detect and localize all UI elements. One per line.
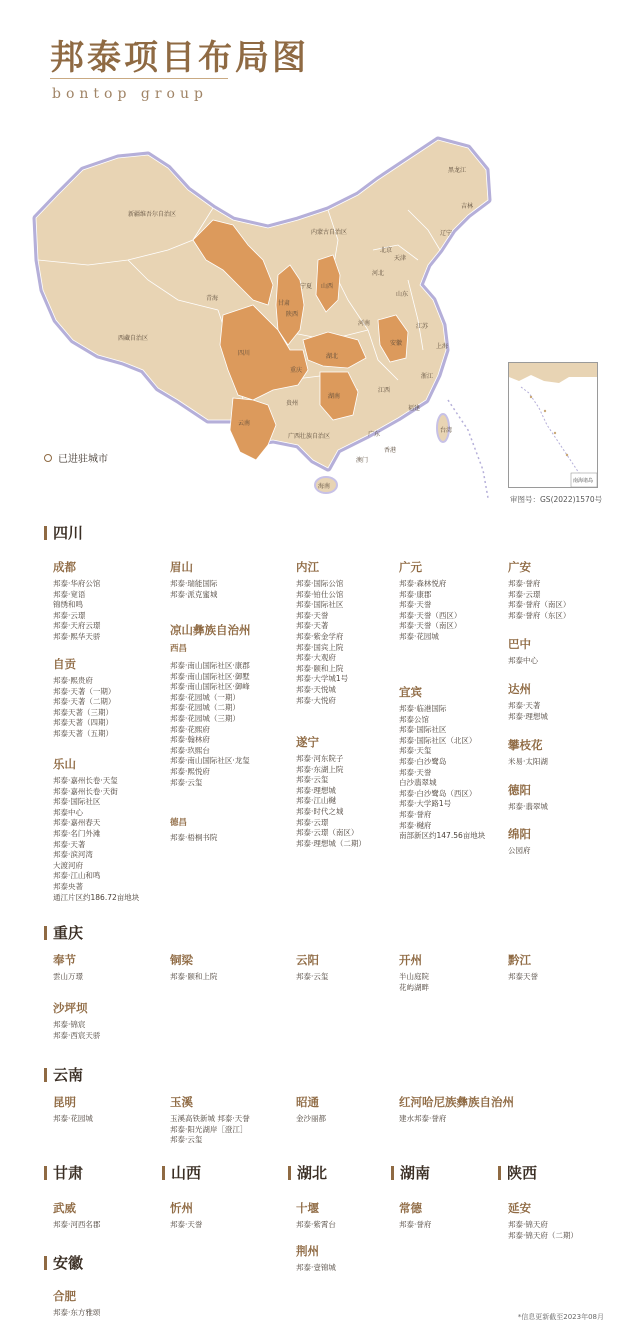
footnote: *信息更新截至2023年08月 — [517, 1313, 604, 1321]
list-item: 邦泰·派克蜜城 — [170, 589, 218, 599]
project-list-meishan — [170, 579, 217, 600]
project-list-leshan — [53, 776, 139, 903]
region-marker — [44, 526, 47, 540]
list-item: 邦泰·紫霄台 — [296, 1220, 336, 1229]
label-xianggang: 香港 — [384, 447, 397, 454]
city-guangyuan: 广元 — [399, 560, 422, 574]
label-yunnan: 云南 — [238, 420, 251, 427]
list-item: 邦泰·理想城 — [296, 785, 336, 795]
region-name: 山西 — [171, 1164, 202, 1182]
list-item: 邦泰天著（三期） — [53, 707, 113, 717]
list-item: 邦泰·南山国际社区·龙玺 — [170, 756, 250, 766]
city-zhaotong: 昭通 — [296, 1095, 319, 1109]
project-list-yanan — [508, 1220, 578, 1241]
list-item: 邦泰·颐和上院 — [296, 663, 344, 673]
list-item: 邦泰·云玺 — [170, 1135, 203, 1145]
label-guangdong: 广东 — [368, 431, 381, 438]
label-shandong: 山东 — [396, 291, 409, 298]
project-list-bazhong — [508, 656, 538, 667]
list-item: 锦绣和鸣 — [53, 600, 83, 610]
list-item: 邦泰·国际社区 — [53, 797, 101, 807]
label-heilongjiang: 黑龙江 — [448, 167, 467, 174]
label-ningxia: 宁夏 — [300, 283, 313, 290]
list-item: 邦泰央著 — [53, 881, 83, 891]
city-liangshan: 凉山彝族自治州 — [170, 623, 251, 637]
list-item: 邦泰·玖熙台 — [170, 745, 210, 755]
list-item: 邦泰·云玺 — [296, 972, 329, 981]
list-item: 邦泰中心 — [508, 656, 538, 665]
city-yanan: 延安 — [508, 1201, 531, 1215]
city-bazhong: 巴中 — [508, 637, 531, 651]
list-item: 邦泰·天玺 — [399, 746, 432, 756]
label-xizang: 西藏自治区 — [118, 335, 149, 342]
list-item: 邦泰·熙贵府 — [53, 676, 93, 685]
list-item: 邦泰·大学城1号 — [296, 674, 349, 684]
project-list-guangan — [508, 579, 570, 621]
label-shaanxi: 陕西 — [286, 311, 299, 318]
list-item: 邦泰·国际社区（北区） — [399, 735, 477, 745]
label-henan: 河南 — [358, 320, 371, 327]
list-item: 邦泰·壹锦城 — [296, 1263, 336, 1272]
project-list-chengdu — [53, 579, 100, 643]
city-hefei: 合肥 — [53, 1289, 76, 1303]
city-wuwei: 武威 — [53, 1201, 76, 1215]
label-guangxi: 广西壮族自治区 — [288, 433, 331, 440]
region-title-hubei — [288, 1162, 327, 1183]
list-item: 邦泰·樾府 — [399, 820, 432, 830]
list-item: 邦泰·誉府 — [508, 579, 541, 588]
list-item: 白沙翡翠城 — [399, 778, 437, 788]
approval-number: 审图号：GS(2022)1570号 — [510, 495, 603, 504]
project-list-qianjiang — [508, 972, 538, 983]
list-item: 邦泰·临港国际 — [399, 704, 447, 713]
title-divider — [50, 78, 228, 79]
list-item: 南部新区约147.56亩地块 — [399, 831, 486, 841]
list-item: 邦泰·大悦府 — [296, 695, 336, 705]
label-hebei: 河北 — [372, 270, 385, 277]
label-anhui: 安徽 — [390, 340, 403, 347]
label-aomen: 澳门 — [356, 457, 369, 464]
region-title-shaanxi — [498, 1162, 537, 1183]
list-item: 邦泰天誉 — [508, 972, 538, 981]
project-list-xinzhou — [170, 1220, 202, 1231]
project-list-hefei — [53, 1308, 100, 1319]
region-marker — [44, 1256, 47, 1270]
city-changde: 常德 — [399, 1201, 422, 1215]
project-list-zigong — [53, 676, 115, 740]
list-item: 邦泰·花园城（一期） — [170, 692, 240, 702]
list-item: 邦泰·天府云璟 — [53, 621, 101, 631]
project-list-fengjie — [53, 972, 83, 983]
list-item: 邦泰·花园城 — [399, 631, 439, 641]
list-item: 邦泰·云玺 — [170, 777, 203, 787]
project-list-yibin — [399, 704, 485, 842]
label-hubei: 湖北 — [326, 353, 339, 360]
label-shanghai: 上海 — [436, 343, 449, 350]
list-item: 邦泰·誉府（南区） — [508, 600, 571, 610]
project-list-neijiang — [296, 579, 348, 706]
label-guizhou: 贵州 — [286, 400, 299, 407]
list-item: 邦泰天著（五期） — [53, 728, 113, 738]
region-marker — [162, 1166, 165, 1180]
list-item: 邦泰·铂仕公馆 — [296, 589, 344, 599]
list-item: 邦泰·国宾上院 — [296, 642, 344, 652]
subcity-xichang: 西昌 — [170, 644, 188, 654]
label-hainan: 海南 — [318, 483, 331, 490]
label-hunan: 湖南 — [328, 393, 341, 400]
list-item: 邦泰·天著 — [53, 839, 86, 849]
list-item: 邦泰·国际公馆 — [296, 579, 344, 588]
city-guangan: 广安 — [508, 560, 531, 574]
list-item: 大渡河府 — [53, 860, 83, 870]
list-item: 邦泰·花熙府 — [170, 724, 210, 734]
list-item: 邦泰中心 — [53, 807, 83, 817]
list-item: 玉溪高铁新城 邦泰·天誉 — [170, 1114, 250, 1123]
list-item: 邦泰·国际社区 — [296, 600, 344, 610]
city-yibin: 宜宾 — [399, 685, 422, 699]
list-item: 邦泰公馆 — [399, 714, 429, 724]
list-item: 邦泰·森林悦府 — [399, 579, 447, 588]
city-yunyang: 云阳 — [296, 953, 319, 967]
label-gansu: 甘肃 — [278, 300, 291, 307]
list-item: 金沙丽都 — [296, 1114, 326, 1123]
project-list-zhaotong — [296, 1114, 326, 1125]
city-shapingba: 沙坪坝 — [53, 1001, 88, 1015]
label-taiwan: 台湾 — [440, 427, 453, 434]
project-list-changde — [399, 1220, 431, 1231]
label-jiangxi: 江西 — [378, 387, 391, 394]
city-kaizhou: 开州 — [399, 953, 422, 967]
list-item: 邦泰·誉府 — [399, 1220, 432, 1229]
region-name: 陕西 — [507, 1164, 538, 1182]
list-item: 邦泰·天著（二期） — [53, 697, 116, 707]
city-mianyang: 绵阳 — [508, 827, 531, 841]
south-sea-inset — [508, 362, 598, 488]
city-fengjie: 奉节 — [53, 953, 76, 967]
label-zhejiang: 浙江 — [421, 373, 434, 380]
list-item: 邦泰·云玺 — [296, 775, 329, 785]
region-marker — [391, 1166, 394, 1180]
region-title-sichuan — [44, 522, 83, 543]
project-list-yuxi — [170, 1114, 250, 1146]
region-title-anhui — [44, 1252, 83, 1273]
region-title-shanxi — [162, 1162, 201, 1183]
list-item: 邦泰·锦宸 — [53, 1020, 86, 1029]
subcity-dechang: 德昌 — [170, 818, 188, 828]
list-item: 邦泰·江山樾 — [296, 796, 336, 806]
project-list-deyang — [508, 802, 548, 813]
list-item: 邦泰·南山国际社区·康郡 — [170, 661, 250, 670]
project-list-honghe — [399, 1114, 446, 1125]
list-item: 邦泰·天著 — [296, 621, 329, 631]
label-sichuan: 四川 — [238, 350, 251, 357]
list-item: 邦泰·天誉（西区） — [399, 610, 462, 620]
project-list-wuwei — [53, 1220, 100, 1231]
region-name: 重庆 — [53, 924, 84, 942]
province-yunnan — [230, 398, 276, 460]
list-item: 邦泰·锦天府（二期） — [508, 1230, 578, 1240]
list-item: 邦泰·云璟 — [53, 610, 86, 620]
list-item: 邦泰·誉府（东区） — [508, 610, 571, 620]
city-panzhihua: 攀枝花 — [508, 738, 543, 752]
label-qinghai: 青海 — [206, 295, 219, 302]
list-item: 邦泰·天誉（南区） — [399, 621, 462, 631]
label-neimenggu: 内蒙古自治区 — [311, 229, 348, 236]
region-name: 云南 — [53, 1066, 84, 1084]
list-item: 邦泰·梧桐书院 — [170, 833, 218, 842]
list-item: 邦泰天著（四期） — [53, 718, 113, 728]
list-item: 邦泰·熙悦府 — [170, 766, 210, 776]
list-item: 邦泰·瑞能国际 — [170, 579, 218, 588]
project-list-dechang — [170, 833, 217, 844]
list-item: 邦泰·花园城 — [53, 1114, 93, 1123]
list-item: 邦泰·白沙鹭岛 — [399, 756, 447, 766]
list-item: 建水邦泰·誉府 — [399, 1114, 447, 1123]
list-item: 邦泰·花园城（三期） — [170, 713, 240, 723]
list-item: 邦泰·天誉 — [399, 600, 432, 610]
project-list-shapingba — [53, 1020, 100, 1041]
list-item: 米易·太阳湖 — [508, 757, 548, 766]
map-legend — [44, 450, 108, 465]
list-item: 邦泰·天誉 — [399, 767, 432, 777]
list-item: 邦泰·翡翠城 — [508, 802, 548, 811]
project-list-tongliang — [170, 972, 217, 983]
project-list-dazhou — [508, 701, 548, 722]
list-item: 邦泰·嘉州春天 — [53, 818, 101, 828]
list-item: 邦泰·宽语 — [53, 589, 86, 599]
project-list-guangyuan — [399, 579, 461, 643]
city-chengdu: 成都 — [53, 560, 76, 574]
city-honghe: 红河哈尼族彝族自治州 — [399, 1095, 514, 1109]
list-item: 邦泰·东方雅颂 — [53, 1308, 101, 1317]
region-title-yunnan — [44, 1064, 83, 1085]
list-item: 邦泰·南山国际社区·御峰 — [170, 682, 250, 692]
list-item: 邦泰·白沙鹭岛（西区） — [399, 788, 477, 798]
page-title: 邦泰项目布局图 — [50, 38, 309, 78]
region-marker — [288, 1166, 291, 1180]
city-tongliang: 铜梁 — [170, 953, 193, 967]
list-item: 花屿湖畔 — [399, 982, 429, 992]
list-item: 邦泰·锦天府 — [508, 1220, 548, 1229]
list-item: 邦泰·云璟 — [508, 589, 541, 599]
label-jilin: 吉林 — [461, 203, 474, 210]
label-tianjin: 天津 — [394, 255, 407, 262]
project-list-kunming — [53, 1114, 93, 1125]
city-qianjiang: 黔江 — [508, 953, 531, 967]
list-item: 邦泰·嘉州长卷·天玺 — [53, 776, 118, 785]
list-item: 邦泰·东湖上院 — [296, 764, 344, 774]
label-liaoning: 辽宁 — [440, 230, 453, 237]
label-xinjiang: 新疆维吾尔自治区 — [128, 211, 177, 218]
list-item: 邦泰·天悦城 — [296, 684, 336, 694]
page-subtitle: bontop group — [52, 86, 208, 102]
list-item: 邦泰·天著（一期） — [53, 686, 116, 696]
label-shanxi: 山西 — [321, 283, 334, 290]
list-item: 邦泰·颐和上院 — [170, 972, 218, 981]
city-deyang: 德阳 — [508, 783, 531, 797]
city-leshan: 乐山 — [53, 757, 76, 771]
city-yuxi: 玉溪 — [170, 1095, 193, 1109]
project-list-jingzhou — [296, 1263, 336, 1274]
city-kunming: 昆明 — [53, 1095, 76, 1109]
list-item: 邦泰·天誉 — [296, 610, 329, 620]
region-marker — [44, 926, 47, 940]
project-list-mianyang — [508, 846, 531, 857]
list-item: 邦泰·西宸天骄 — [53, 1030, 101, 1040]
region-name: 四川 — [53, 524, 84, 542]
list-item: 邦泰·嘉州长卷·天街 — [53, 786, 118, 796]
label-jiangsu: 江苏 — [416, 323, 429, 330]
list-item: 邦泰·云璟（南区） — [296, 828, 359, 838]
list-item: 邦泰·紫金学府 — [296, 631, 344, 641]
list-item: 邦泰·康郡 — [399, 589, 432, 599]
project-list-yunyang — [296, 972, 328, 983]
list-item: 邦泰·理想城 — [508, 711, 548, 721]
city-xinzhou: 忻州 — [170, 1201, 193, 1215]
list-item: 邦泰·滨河湾 — [53, 850, 93, 860]
inset-label: 南海诸岛 — [573, 478, 594, 484]
region-name: 湖南 — [400, 1164, 431, 1182]
list-item: 邦泰·江山和鸣 — [53, 871, 101, 881]
list-item: 通江片区约186.72亩地块 — [53, 892, 140, 902]
list-item: 公园府 — [508, 846, 531, 855]
list-item: 邦泰·天誉 — [170, 1220, 203, 1229]
region-name: 甘肃 — [53, 1164, 84, 1182]
region-name: 湖北 — [297, 1164, 328, 1182]
list-item: 邦泰·天著 — [508, 701, 541, 710]
legend-circle-icon — [44, 454, 52, 462]
list-item: 邦泰·阳光湖岸［澄江］ — [170, 1124, 248, 1134]
region-marker — [498, 1166, 501, 1180]
label-chongqing: 重庆 — [290, 367, 303, 374]
list-item: 半山庭院 — [399, 972, 429, 981]
project-list-panzhihua — [508, 757, 548, 768]
region-title-chongqing — [44, 922, 83, 943]
list-item: 邦泰·南山国际社区·御墅 — [170, 671, 250, 681]
list-item: 雲山万璟 — [53, 972, 83, 981]
list-item: 邦泰·华府公馆 — [53, 579, 101, 588]
city-suining: 遂宁 — [296, 735, 319, 749]
label-beijing: 北京 — [380, 247, 393, 254]
region-marker — [44, 1166, 47, 1180]
project-list-kaizhou — [399, 972, 429, 993]
list-item: 邦泰·名门外滩 — [53, 828, 101, 838]
city-neijiang: 内江 — [296, 560, 319, 574]
city-meishan: 眉山 — [170, 560, 193, 574]
project-list-shiyan — [296, 1220, 336, 1231]
city-dazhou: 达州 — [508, 682, 531, 696]
list-item: 邦泰·翰林府 — [170, 735, 210, 745]
region-title-gansu — [44, 1162, 83, 1183]
china-map — [28, 100, 498, 498]
city-jingzhou: 荆州 — [296, 1244, 319, 1258]
region-marker — [44, 1068, 47, 1082]
list-item: 邦泰·河东院子 — [296, 754, 344, 763]
list-item: 邦泰·理想城（二期） — [296, 838, 366, 848]
list-item: 邦泰·大学路1号 — [399, 799, 452, 809]
label-fujian: 福建 — [408, 405, 421, 412]
list-item: 邦泰·花园城（二期） — [170, 703, 240, 713]
list-item: 邦泰·国际社区 — [399, 725, 447, 735]
project-list-xichang — [170, 661, 250, 788]
city-shiyan: 十堰 — [296, 1201, 319, 1215]
legend-label: 已进驻城市 — [58, 454, 108, 465]
list-item: 邦泰·誉府 — [399, 809, 432, 819]
region-name: 安徽 — [53, 1254, 84, 1272]
list-item: 邦泰·大观府 — [296, 653, 336, 663]
region-title-hunan — [391, 1162, 430, 1183]
list-item: 邦泰·河西名郡 — [53, 1220, 101, 1229]
list-item: 邦泰·熙华天骄 — [53, 631, 101, 641]
list-item: 邦泰·云璟 — [296, 817, 329, 827]
project-list-suining — [296, 754, 366, 849]
inset-map — [509, 363, 597, 487]
list-item: 邦泰·时代之城 — [296, 806, 344, 816]
city-zigong: 自贡 — [53, 657, 76, 671]
